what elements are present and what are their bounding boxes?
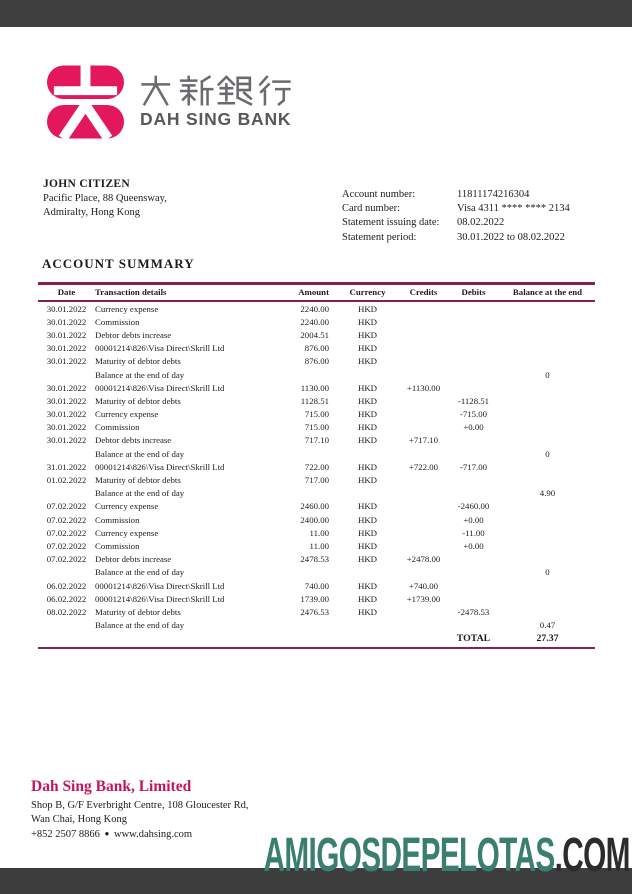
- table-row: [38, 553, 595, 566]
- cell-amount: 2240.00: [300, 303, 329, 314]
- cell-date: 30.01.2022: [46, 316, 87, 327]
- cell-amount: 11.00: [309, 527, 329, 538]
- cell-balance: 0: [545, 567, 550, 578]
- cell-currency: HKD: [357, 435, 378, 446]
- cell-currency: HKD: [357, 343, 378, 354]
- cell-debits: -715.00: [459, 409, 488, 420]
- cell-currency: HKD: [357, 580, 378, 591]
- account-number-value: 11811174216304: [457, 189, 530, 200]
- cell-transaction-details: Commission: [95, 422, 140, 433]
- cell-date: 07.02.2022: [46, 527, 87, 538]
- cell-date: 07.02.2022: [46, 540, 87, 551]
- cell-amount: 2478.53: [300, 554, 329, 565]
- top-dark-bar: [0, 0, 632, 27]
- footer-address-line2: Wan Chai, Hong Kong: [31, 813, 127, 825]
- cell-transaction-details: Commission: [95, 514, 140, 525]
- table-row: [38, 394, 595, 407]
- statement-issuing-date-label: Statement issuing date:: [342, 217, 440, 229]
- column-header-debits: Debits: [461, 287, 486, 297]
- cell-transaction-details: Commission: [95, 540, 140, 551]
- cell-debits: -1128.51: [457, 395, 490, 406]
- cell-transaction-details: 00001214\826\Visa Direct\Skrill Ltd: [95, 382, 225, 393]
- cell-date: 30.01.2022: [46, 395, 87, 406]
- cell-amount: 876.00: [304, 356, 329, 367]
- column-header-credits: Credits: [409, 287, 438, 297]
- card-number-row: [342, 202, 570, 216]
- customer-name: JOHN CITIZEN: [43, 178, 130, 190]
- cell-amount: 2400.00: [300, 514, 329, 525]
- footer-address-line1: Shop B, G/F Everbright Centre, 108 Gloucester Rd,: [31, 800, 249, 811]
- statement-period-label: Statement period:: [342, 231, 417, 243]
- cell-transaction-details: Currency expense: [95, 527, 159, 538]
- cell-amount: 717.10: [304, 435, 329, 446]
- footer-bank-name: Dah Sing Bank, Limited: [31, 778, 192, 795]
- table-header-row: [38, 282, 595, 302]
- account-info-block: [342, 188, 570, 245]
- cell-amount: 876.00: [304, 343, 329, 354]
- table-row: [38, 355, 595, 368]
- cell-amount: 717.00: [304, 475, 329, 486]
- cell-debits: TOTAL: [456, 632, 491, 644]
- cell-currency: HKD: [357, 395, 378, 406]
- statement-issuing-date-value: 08.02.2022: [457, 217, 505, 229]
- cell-transaction-details: 00001214\826\Visa Direct\Skrill Ltd: [95, 580, 225, 591]
- table-row: [38, 473, 595, 486]
- cell-amount: 722.00: [304, 461, 329, 472]
- cell-date: 31.01.2022: [46, 461, 87, 472]
- cell-date: 30.01.2022: [46, 435, 87, 446]
- cell-transaction-details: Maturity of debtor debts: [95, 356, 181, 367]
- table-row: [38, 315, 595, 328]
- cell-transaction-details: Debtor debts increase: [95, 435, 172, 446]
- cell-balance: 0: [545, 448, 550, 459]
- cell-transaction-details: Balance at the end of day: [95, 567, 185, 578]
- table-row: [38, 605, 595, 618]
- cell-transaction-details: Maturity of debtor debts: [95, 475, 181, 486]
- table-row: [38, 513, 595, 526]
- cell-credits: +717.10: [408, 435, 439, 446]
- bullet-separator-icon: ●: [104, 828, 110, 838]
- account-number-row: [342, 188, 570, 202]
- table-row: [38, 368, 595, 381]
- cell-currency: HKD: [357, 501, 378, 512]
- cell-amount: 2460.00: [300, 501, 329, 512]
- table-row: [38, 381, 595, 394]
- footer-block: [31, 778, 249, 841]
- cell-currency: HKD: [357, 422, 378, 433]
- watermark-primary: AMIGOSDEPELOTAS: [263, 829, 555, 882]
- cell-transaction-details: Currency expense: [95, 303, 159, 314]
- cell-amount: 2240.00: [300, 316, 329, 327]
- cell-currency: HKD: [357, 461, 378, 472]
- cell-currency: HKD: [357, 606, 378, 617]
- customer-block: [43, 178, 167, 219]
- cell-amount: 2004.51: [300, 329, 329, 340]
- cell-amount: 740.00: [304, 580, 329, 591]
- cell-date: 07.02.2022: [46, 554, 87, 565]
- table-row: [38, 619, 595, 632]
- cell-date: 01.02.2022: [46, 475, 87, 486]
- cell-transaction-details: Balance at the end of day: [95, 448, 185, 459]
- cell-date: 30.01.2022: [46, 356, 87, 367]
- table-row: [38, 302, 595, 315]
- cell-date: 30.01.2022: [46, 343, 87, 354]
- customer-address-line2: Admiralty, Hong Kong: [43, 206, 141, 218]
- card-number-value: Visa 4311 **** **** 2134: [457, 203, 570, 215]
- statement-issuing-date-row: [342, 216, 570, 230]
- cell-currency: HKD: [357, 382, 378, 393]
- cell-currency: HKD: [357, 514, 378, 525]
- statement-period-row: [342, 231, 570, 245]
- cell-date: 30.01.2022: [46, 382, 87, 393]
- cell-debits: +0.00: [463, 514, 484, 525]
- cell-currency: HKD: [357, 540, 378, 551]
- cell-credits: +1739.00: [406, 593, 441, 604]
- table-row: [38, 328, 595, 341]
- bank-name-chinese: [140, 75, 292, 107]
- cell-credits: +722.00: [408, 461, 439, 472]
- cell-currency: HKD: [357, 356, 378, 367]
- watermark-text: [263, 829, 630, 882]
- cell-currency: HKD: [357, 554, 378, 565]
- cell-transaction-details: Debtor debts increase: [95, 554, 172, 565]
- cell-debits: +0.00: [463, 422, 484, 433]
- column-header-currency: Currency: [349, 287, 386, 297]
- cell-credits: +2478.00: [406, 554, 441, 565]
- cell-credits: +740.00: [408, 580, 439, 591]
- table-row: [38, 500, 595, 513]
- transactions-body: [38, 302, 595, 649]
- cell-date: 08.02.2022: [46, 606, 87, 617]
- cell-debits: -11.00: [462, 527, 485, 538]
- cell-balance: 0.47: [539, 620, 556, 631]
- cell-transaction-details: Maturity of debtor debts: [95, 395, 181, 406]
- cell-balance: 27.37: [536, 632, 559, 644]
- cell-debits: -717.00: [459, 461, 488, 472]
- card-number-label: Card number:: [342, 203, 401, 215]
- cell-transaction-details: Balance at the end of day: [95, 488, 185, 499]
- cell-balance: 0: [545, 369, 550, 380]
- cell-transaction-details: 00001214\826\Visa Direct\Skrill Ltd: [95, 343, 225, 354]
- cell-debits: -2460.00: [457, 501, 490, 512]
- cell-amount: 1739.00: [300, 593, 329, 604]
- statement-period-value: 30.01.2022 to 08.02.2022: [457, 231, 565, 243]
- cell-amount: 1128.51: [300, 395, 329, 406]
- cell-currency: HKD: [357, 409, 378, 420]
- cell-credits: +1130.00: [406, 382, 441, 393]
- cell-date: 06.02.2022: [46, 593, 87, 604]
- cell-date: 30.01.2022: [46, 329, 87, 340]
- table-row: [38, 408, 595, 421]
- cell-transaction-details: Commission: [95, 316, 140, 327]
- cell-date: 06.02.2022: [46, 580, 87, 591]
- cell-date: 30.01.2022: [46, 303, 87, 314]
- cell-currency: HKD: [357, 593, 378, 604]
- cell-date: 30.01.2022: [46, 422, 87, 433]
- table-row: [38, 566, 595, 579]
- bank-name-english: DAH SING BANK: [140, 109, 292, 129]
- cell-amount: 715.00: [304, 422, 329, 433]
- table-row: [38, 342, 595, 355]
- table-row: [38, 487, 595, 500]
- cell-transaction-details: Debtor debts increase: [95, 329, 172, 340]
- table-row: [38, 526, 595, 539]
- column-header-details: Transaction details: [95, 287, 167, 297]
- cell-transaction-details: Currency expense: [95, 501, 159, 512]
- table-row: [38, 421, 595, 434]
- cell-transaction-details: 00001214\826\Visa Direct\Skrill Ltd: [95, 593, 225, 604]
- cell-debits: +0.00: [463, 540, 484, 551]
- cell-transaction-details: 00001214\826\Visa Direct\Skrill Ltd: [95, 461, 225, 472]
- cell-currency: HKD: [357, 475, 378, 486]
- table-row: [38, 447, 595, 460]
- footer-phone: +852 2507 8866: [31, 828, 100, 840]
- cell-debits: -2478.53: [457, 606, 490, 617]
- account-number-label: Account number:: [342, 189, 416, 200]
- cell-transaction-details: Balance at the end of day: [95, 369, 185, 380]
- transactions-table: [38, 282, 595, 649]
- table-row: [38, 592, 595, 605]
- footer-website: www.dahsing.com: [114, 828, 193, 840]
- table-row: [38, 539, 595, 552]
- dah-sing-logo-icon: [46, 62, 125, 142]
- account-summary-title: ACCOUNT SUMMARY: [42, 256, 195, 271]
- table-row: [38, 434, 595, 447]
- cell-currency: HKD: [357, 527, 378, 538]
- customer-address-line1: Pacific Place, 88 Queensway,: [43, 193, 167, 204]
- cell-transaction-details: Currency expense: [95, 409, 159, 420]
- cell-currency: HKD: [357, 329, 378, 340]
- cell-transaction-details: Maturity of debtor debts: [95, 606, 181, 617]
- bank-name-block: [140, 62, 292, 130]
- cell-currency: HKD: [357, 303, 378, 314]
- cell-amount: 715.00: [304, 409, 329, 420]
- cell-date: 07.02.2022: [46, 501, 87, 512]
- column-header-balance: Balance at the end: [512, 287, 583, 297]
- footer-contact-line: [31, 827, 249, 842]
- cell-currency: HKD: [357, 316, 378, 327]
- cell-date: 07.02.2022: [46, 514, 87, 525]
- column-header-date: Date: [57, 287, 76, 297]
- column-header-amount: Amount: [298, 287, 329, 297]
- watermark-secondary: .COM: [554, 829, 630, 882]
- table-row: [38, 632, 595, 645]
- cell-amount: 2476.53: [300, 606, 329, 617]
- table-row: [38, 460, 595, 473]
- cell-amount: 1130.00: [300, 382, 329, 393]
- cell-balance: 4.90: [539, 488, 556, 499]
- table-row: [38, 579, 595, 592]
- bank-logo-block: [46, 62, 292, 142]
- cell-transaction-details: Balance at the end of day: [95, 620, 185, 631]
- cell-date: 30.01.2022: [46, 409, 87, 420]
- cell-amount: 11.00: [309, 540, 329, 551]
